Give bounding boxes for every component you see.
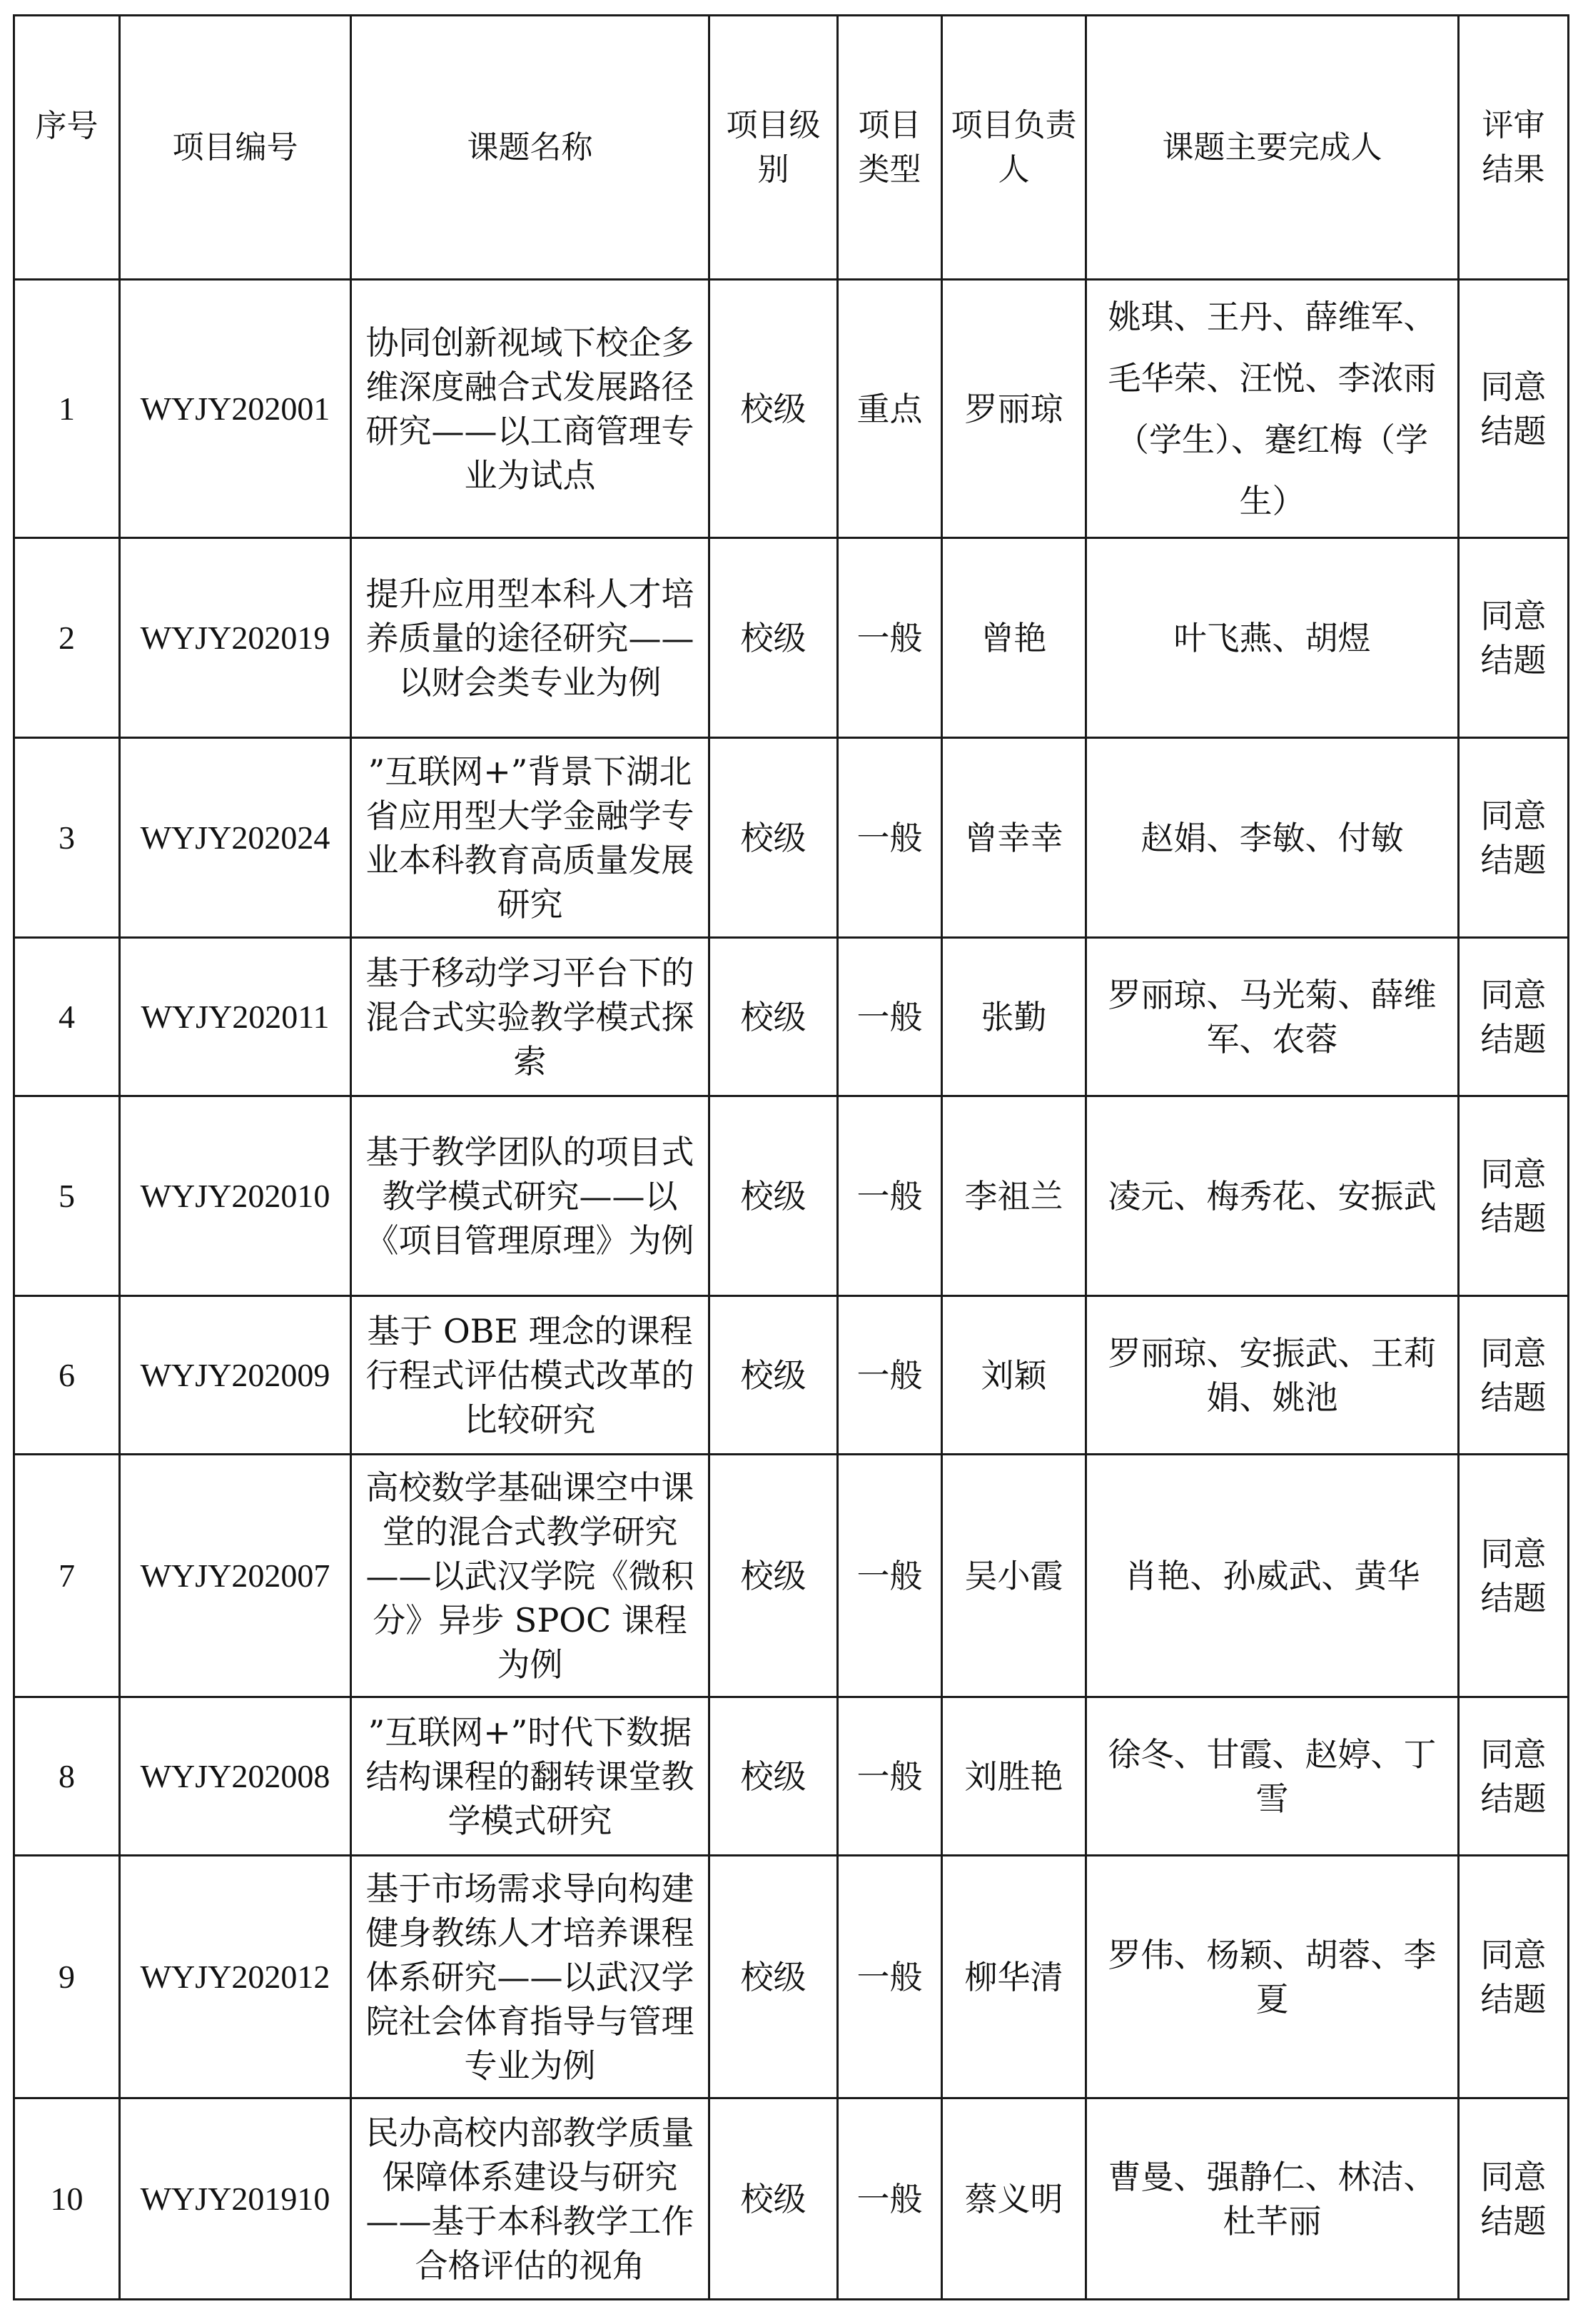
- cell-members: 叶飞燕、胡煜: [1086, 538, 1459, 738]
- cell-result: 同意结题: [1459, 280, 1569, 538]
- cell-leader: 刘颖: [942, 1296, 1086, 1455]
- cell-code: WYJY202024: [120, 738, 351, 938]
- cell-title: 基于市场需求导向构建健身教练人才培养课程体系研究——以武汉学院社会体育指导与管理专业为例: [351, 1856, 709, 2098]
- cell-type: 重点: [838, 280, 942, 538]
- cell-result: 同意结题: [1459, 938, 1569, 1096]
- cell-level: 校级: [709, 738, 838, 938]
- cell-title: 基于教学团队的项目式教学模式研究——以《项目管理原理》为例: [351, 1096, 709, 1296]
- cell-level: 校级: [709, 538, 838, 738]
- cell-seq: 4: [14, 938, 120, 1096]
- cell-seq: 1: [14, 280, 120, 538]
- cell-type: 一般: [838, 1697, 942, 1856]
- table-row: [14, 2098, 1569, 2300]
- cell-type: 一般: [838, 1096, 942, 1296]
- cell-leader: 曾幸幸: [942, 738, 1086, 938]
- cell-leader: 柳华清: [942, 1856, 1086, 2098]
- cell-leader: 李祖兰: [942, 1096, 1086, 1296]
- cell-leader: 罗丽琼: [942, 280, 1086, 538]
- table-row: [14, 1455, 1569, 1697]
- cell-type: 一般: [838, 1455, 942, 1697]
- table-row: [14, 1697, 1569, 1856]
- cell-result: 同意结题: [1459, 1096, 1569, 1296]
- cell-type: 一般: [838, 938, 942, 1096]
- table-row: [14, 1296, 1569, 1455]
- table-row: [14, 1096, 1569, 1296]
- cell-level: 校级: [709, 938, 838, 1096]
- cell-seq: 9: [14, 1856, 120, 2098]
- cell-seq: 2: [14, 538, 120, 738]
- cell-result: 同意结题: [1459, 1455, 1569, 1697]
- cell-members: 赵娟、李敏、付敏: [1086, 738, 1459, 938]
- table-row: [14, 280, 1569, 538]
- header-title: 课题名称: [351, 16, 709, 280]
- header-seq: 序号: [14, 16, 120, 280]
- cell-code: WYJY202010: [120, 1096, 351, 1296]
- cell-leader: 曾艳: [942, 538, 1086, 738]
- cell-level: 校级: [709, 1856, 838, 2098]
- cell-seq: 7: [14, 1455, 120, 1697]
- cell-result: 同意结题: [1459, 2098, 1569, 2300]
- cell-type: 一般: [838, 1296, 942, 1455]
- cell-level: 校级: [709, 2098, 838, 2300]
- cell-code: WYJY202011: [120, 938, 351, 1096]
- cell-title: 民办高校内部教学质量保障体系建设与研究——基于本科教学工作合格评估的视角: [351, 2098, 709, 2300]
- cell-members: 肖艳、孙威武、黄华: [1086, 1455, 1459, 1697]
- cell-members: 罗伟、杨颖、胡蓉、李夏: [1086, 1856, 1459, 2098]
- cell-code: WYJY202019: [120, 538, 351, 738]
- table-row: [14, 938, 1569, 1096]
- cell-title: ”互联网+”时代下数据结构课程的翻转课堂教学模式研究: [351, 1697, 709, 1856]
- cell-members: 罗丽琼、安振武、王莉娟、姚池: [1086, 1296, 1459, 1455]
- table-row: [14, 1856, 1569, 2098]
- cell-level: 校级: [709, 1096, 838, 1296]
- cell-members: 姚琪、王丹、薛维军、毛华荣、汪悦、李浓雨（学生）、蹇红梅（学生）: [1086, 280, 1459, 538]
- cell-code: WYJY202001: [120, 280, 351, 538]
- cell-level: 校级: [709, 1296, 838, 1455]
- header-level: 项目级别: [709, 16, 838, 280]
- cell-members: 曹曼、强静仁、林洁、杜芊丽: [1086, 2098, 1459, 2300]
- cell-seq: 6: [14, 1296, 120, 1455]
- cell-level: 校级: [709, 280, 838, 538]
- cell-seq: 5: [14, 1096, 120, 1296]
- cell-code: WYJY202012: [120, 1856, 351, 2098]
- cell-seq: 10: [14, 2098, 120, 2300]
- cell-title: 基于 OBE 理念的课程行程式评估模式改革的比较研究: [351, 1296, 709, 1455]
- cell-leader: 刘胜艳: [942, 1697, 1086, 1856]
- cell-level: 校级: [709, 1697, 838, 1856]
- cell-title: ”互联网+”背景下湖北省应用型大学金融学专业本科教育高质量发展研究: [351, 738, 709, 938]
- cell-members: 凌元、梅秀花、安振武: [1086, 1096, 1459, 1296]
- cell-code: WYJY202009: [120, 1296, 351, 1455]
- cell-seq: 3: [14, 738, 120, 938]
- cell-members: 罗丽琼、马光菊、薛维军、农蓉: [1086, 938, 1459, 1096]
- cell-code: WYJY201910: [120, 2098, 351, 2300]
- header-row: [14, 16, 1569, 280]
- cell-result: 同意结题: [1459, 538, 1569, 738]
- cell-type: 一般: [838, 2098, 942, 2300]
- cell-leader: 吴小霞: [942, 1455, 1086, 1697]
- header-leader: 项目负责人: [942, 16, 1086, 280]
- table-row: [14, 738, 1569, 938]
- header-code: 项目编号: [120, 16, 351, 280]
- cell-seq: 8: [14, 1697, 120, 1856]
- cell-result: 同意结题: [1459, 1296, 1569, 1455]
- cell-title: 高校数学基础课空中课堂的混合式教学研究——以武汉学院《微积分》异步 SPOC 课程为例: [351, 1455, 709, 1697]
- cell-type: 一般: [838, 1856, 942, 2098]
- cell-code: WYJY202008: [120, 1697, 351, 1856]
- cell-title: 协同创新视域下校企多维深度融合式发展路径研究——以工商管理专业为试点: [351, 280, 709, 538]
- cell-title: 提升应用型本科人才培养质量的途径研究——以财会类专业为例: [351, 538, 709, 738]
- cell-level: 校级: [709, 1455, 838, 1697]
- cell-type: 一般: [838, 738, 942, 938]
- cell-leader: 张勤: [942, 938, 1086, 1096]
- cell-leader: 蔡义明: [942, 2098, 1086, 2300]
- cell-result: 同意结题: [1459, 1856, 1569, 2098]
- header-type: 项目类型: [838, 16, 942, 280]
- header-members: 课题主要完成人: [1086, 16, 1459, 280]
- cell-title: 基于移动学习平台下的混合式实验教学模式探索: [351, 938, 709, 1096]
- project-results-table: [13, 14, 1569, 2300]
- cell-result: 同意结题: [1459, 738, 1569, 938]
- cell-result: 同意结题: [1459, 1697, 1569, 1856]
- cell-code: WYJY202007: [120, 1455, 351, 1697]
- cell-type: 一般: [838, 538, 942, 738]
- header-result: 评审结果: [1459, 16, 1569, 280]
- table-row: [14, 538, 1569, 738]
- cell-members: 徐冬、甘霞、赵婷、丁雪: [1086, 1697, 1459, 1856]
